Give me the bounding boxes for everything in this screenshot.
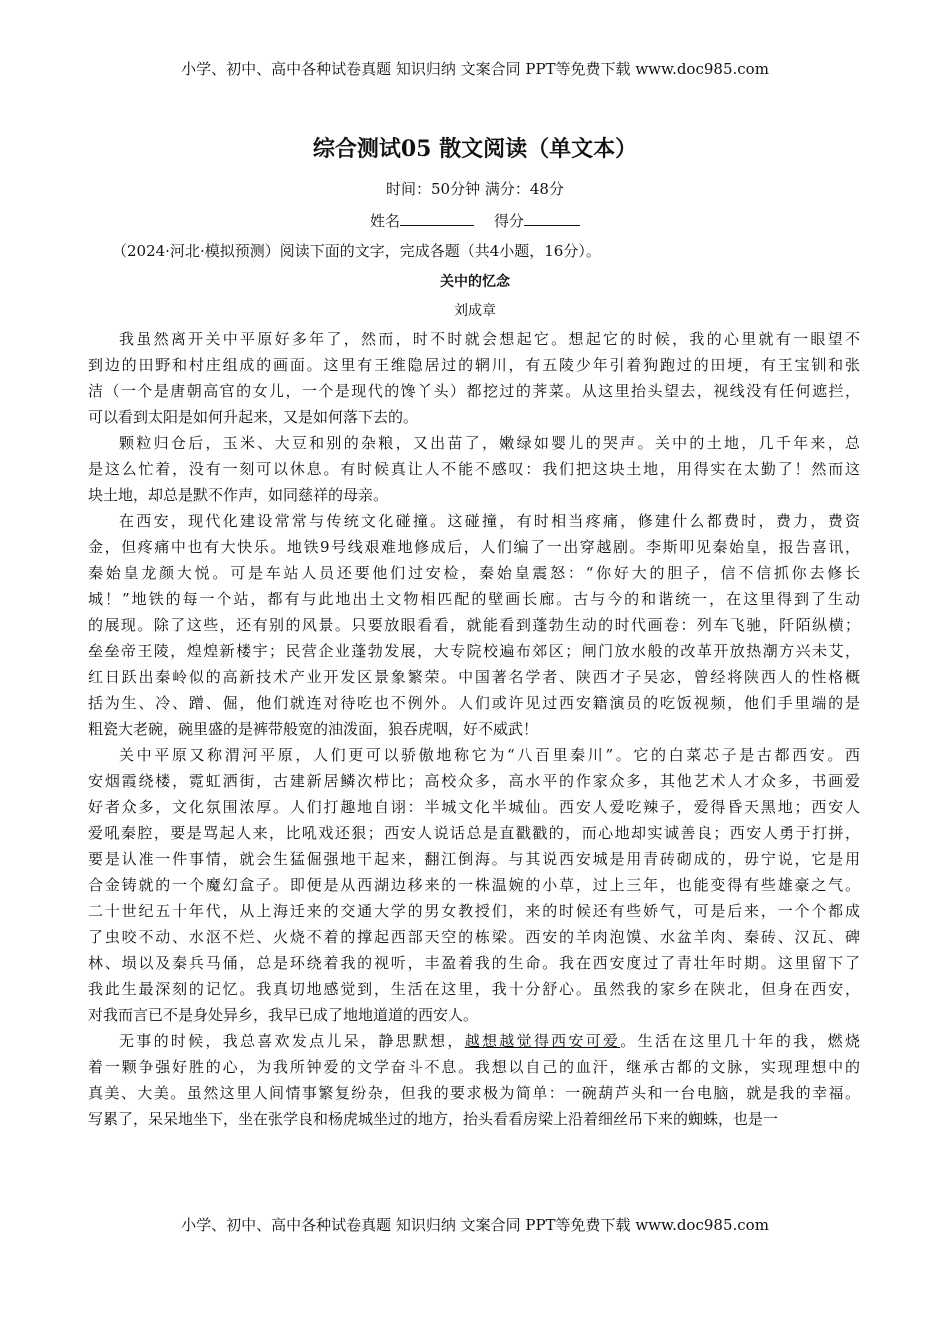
- text-line: 粗瓷大老碗，碗里盛的是裤带般宽的油泼面，狼吞虎咽，好不威武！: [88, 720, 539, 738]
- text-line: 合金铸就的一个魔幻盒子。即便是从西湖边移来的一株温婉的小草，过上三年，也能变得有些雄豪之气。: [88, 876, 860, 894]
- name-field[interactable]: [400, 211, 474, 226]
- paragraph: [88, 326, 860, 430]
- text-line: 二十世纪五十年代，从上海迁来的交通大学的男女教授们，来的时候还有些娇气，可是后来，一个个都成: [88, 902, 860, 920]
- text-line: 我虽然离开关中平原好多年了，然而，时不时就会想起它。想起它的时候，我的心里就有一眼望不: [119, 330, 860, 348]
- time-score-line: 时间：50分钟 满分：48分: [386, 180, 564, 198]
- name-label: 姓名: [369, 212, 400, 230]
- page-title: 综合测试05 散文阅读（单文本）: [312, 136, 638, 162]
- article-title: 关中的忆念: [440, 274, 510, 290]
- text-line: 着一颗争强好胜的心，为我所钟爱的文学奋斗不息。我想以自己的血汗，继承古都的文脉，实现理想中的: [88, 1058, 860, 1076]
- text-line: 林、埙以及秦兵马俑，总是环绕着我的视听，丰盈着我的生命。我在西安度过了青壮年时期。这里留下了: [88, 954, 860, 972]
- text-line: 爱吼秦腔，要是骂起人来，比吼戏还狠；西安人说话总是直戳戳的，而心地却实诚善良；西安人勇于打拼，: [88, 824, 860, 842]
- text-line: 要是认准一件事情，就会生猛倔强地干起来，翻江倒海。与其说西安城是用青砖砌成的，毋宁说，它是用: [88, 850, 860, 868]
- text-line: 块土地，却总是默不作声，如同慈祥的母亲。: [88, 486, 389, 504]
- text-line: 城！”地铁的每一个站，都有与此地出土文物相匹配的壁画长廊。古与今的和谐统一，在这里得到了生动: [88, 590, 860, 608]
- text-line: 了虫咬不动、水沤不烂、火烧不着的撑起西部天空的栋梁。西安的羊肉泡馍、水盆羊肉、秦砖、汉瓦、碑: [88, 928, 860, 946]
- text-line: 我此生最深刻的记忆。我真切地感觉到，生活在这里，我十分舒心。虽然我的家乡在陕北，但身在西安，: [88, 980, 860, 998]
- text-segment: 。生活在这里几十年的我，燃烧: [620, 1032, 860, 1050]
- text-line: 好者众多，文化氛围浓厚。人们打趣地自诩：半城文化半城仙。西安人爱吃辣子，爱得昏天黑地；西安人: [88, 798, 860, 816]
- text-line: 垒垒帝王陵，煌煌新楼宇；民营企业蓬勃发展，大专院校遍布郊区；闸门放水般的改革开放热潮方兴未艾，: [88, 642, 860, 660]
- question-source: （2024·河北·模拟预测）阅读下面的文字，完成各题（共4小题，16分）。: [112, 242, 601, 260]
- text-line: 可以看到太阳是如何升起来，又是如何落下去的。: [88, 408, 419, 426]
- text-line: 金，但疼痛中也有大快乐。地铁9号线艰难地修成后，人们编了一出穿越剧。李斯叩见秦始皇，报告喜讯，: [88, 538, 860, 556]
- text-line: [88, 1028, 860, 1054]
- underlined-sentence: 越想越觉得西安可爱: [464, 1032, 621, 1050]
- article-author: 刘成章: [454, 303, 496, 319]
- score-label: 得分: [494, 212, 525, 230]
- text-line: 在西安，现代化建设常常与传统文化碰撞。这碰撞，有时相当疼痛，修建什么都费时，费力，费资: [119, 512, 860, 530]
- text-line: 到边的田野和村庄组成的画面。这里有王维隐居过的辋川，有五陵少年引着狗跑过的田埂，有王宝钏和张: [88, 356, 860, 374]
- text-line: 是这么忙着，没有一刻可以休息。有时候真让人不能不感叹：我们把这块土地，用得实在太勤了！然而这: [88, 460, 860, 478]
- paragraph: [88, 508, 860, 742]
- paragraph: [88, 430, 860, 508]
- text-line: 真美、大美。虽然这里人间情事繁复纷杂，但我的要求极为简单：一碗葫芦头和一台电脑，就是我的幸福。: [88, 1084, 860, 1102]
- text-line: 对我而言已不是身处异乡，我早已成了地地道道的西安人。: [88, 1006, 479, 1024]
- page-header-banner: 小学、初中、高中各种试卷真题 知识归纳 文案合同 PPT等免费下载 www.doc985.com: [181, 60, 769, 78]
- name-score-line: [0, 210, 950, 231]
- article-body: [88, 326, 860, 1132]
- page-footer-banner: 小学、初中、高中各种试卷真题 知识归纳 文案合同 PPT等免费下载 www.doc985.com: [181, 1216, 769, 1234]
- paragraph: [88, 1028, 860, 1132]
- text-line: 写累了，呆呆地坐下，坐在张学良和杨虎城坐过的地方，抬头看看房梁上沿着细丝吊下来的蜘蛛，也是一: [88, 1110, 779, 1128]
- text-segment: 无事的时候，我总喜欢发点儿呆，静思默想，: [119, 1032, 465, 1050]
- text-line: 洁（一个是唐朝高官的女儿，一个是现代的馋丫头）都挖过的荠菜。从这里抬头望去，视线没有任何遮拦，: [88, 382, 860, 400]
- text-line: 颗粒归仓后，玉米、大豆和别的杂粮，又出苗了，嫩绿如婴儿的哭声。关中的土地，几千年来，总: [119, 434, 860, 452]
- text-line: 秦始皇龙颜大悦。可是车站人员还要他们过安检，秦始皇震怒：“你好大的胆子，信不信抓你去修长: [88, 564, 860, 582]
- text-line: 安烟霞绕楼，霓虹洒街，古建新居鳞次栉比；高校众多，高水平的作家众多，其他艺术人才众多，书画爱: [88, 772, 860, 790]
- text-line: 关中平原又称渭河平原，人们更可以骄傲地称它为“八百里秦川”。它的白菜芯子是古都西安。西: [119, 746, 860, 764]
- score-field[interactable]: [524, 211, 580, 226]
- paragraph: [88, 742, 860, 1028]
- text-line: 括为生、冷、蹭、倔，他们就连对待吃也不例外。人们或许见过西安籍演员的吃饭视频，他们手里端的是: [88, 694, 860, 712]
- text-line: 红日跃出秦岭似的高新技术产业开发区景象繁荣。中国著名学者、陕西才子吴宓，曾经将陕西人的性格概: [88, 668, 860, 686]
- text-line: 的展现。除了这些，还有别的风景。只要放眼看看，就能看到蓬勃生动的时代画卷：列车飞驰，阡陌纵横；: [88, 616, 860, 634]
